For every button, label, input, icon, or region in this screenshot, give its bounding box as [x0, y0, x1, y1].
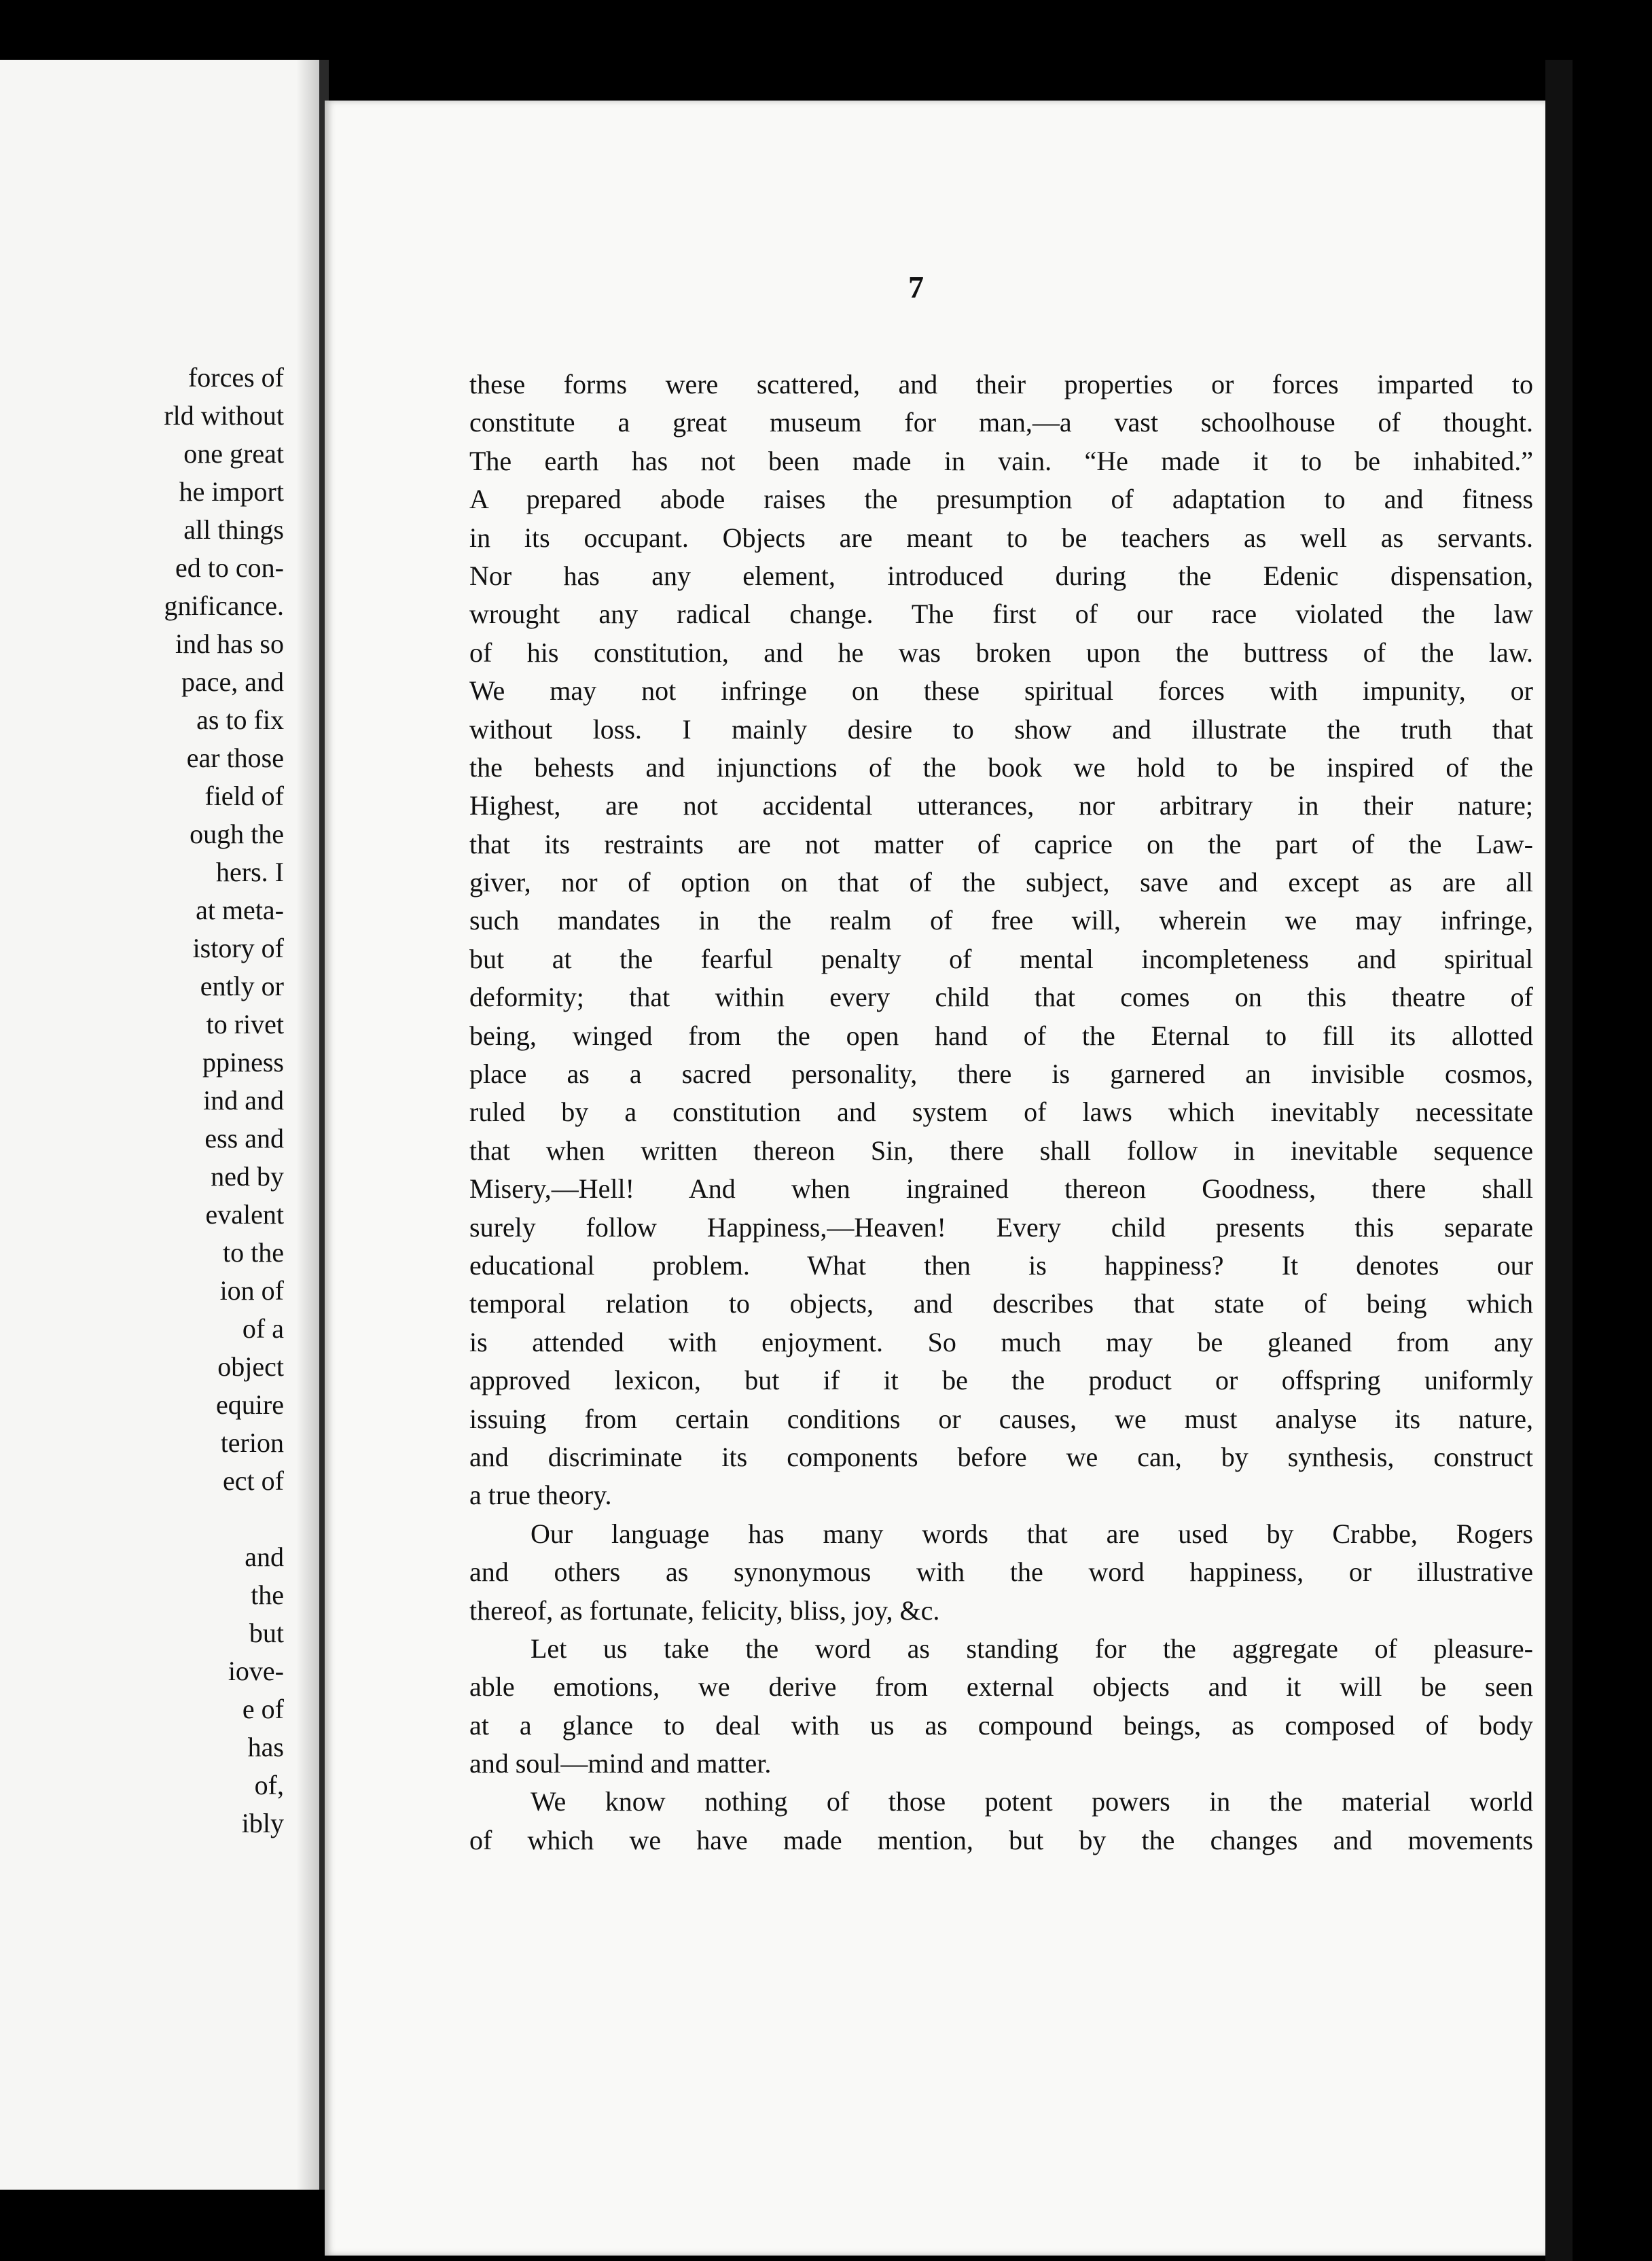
left-page-line: ibly: [241, 1808, 284, 1838]
text-line: A prepared abode raises the presumption of adaptation to and fitness: [469, 484, 1533, 515]
left-page-line: to the: [223, 1237, 284, 1268]
left-page-line: evalent: [205, 1199, 284, 1230]
left-page-line: the: [251, 1580, 284, 1610]
paragraph: [469, 1515, 1533, 1630]
left-page-line: he import: [179, 476, 284, 507]
left-page-line: as to fix: [196, 705, 284, 735]
left-page-line: forces of: [187, 362, 284, 393]
text-line: without loss. I mainly desire to show and illustrate the truth that: [469, 713, 1533, 745]
left-page-line: of,: [254, 1770, 284, 1800]
text-line: is attended with enjoyment. So much may be gleaned from any: [469, 1326, 1533, 1357]
right-page: [325, 101, 1545, 2256]
text-line: wrought any radical change. The first of our race violated the law: [469, 599, 1533, 630]
left-page-line: terion: [220, 1427, 284, 1458]
text-line: being, winged from the open hand of the Eternal to fill its allotted: [469, 1020, 1533, 1051]
page-number: 7: [908, 270, 924, 304]
text-line: of his constitution, and he was broken upon the buttress of the law.: [469, 637, 1533, 668]
left-page-line: one great: [183, 438, 284, 469]
text-line: these forms were scattered, and their properties or forces imparted to: [469, 369, 1533, 399]
text-line: temporal relation to objects, and describes that state of being which: [469, 1288, 1533, 1319]
left-page-line: ect of: [223, 1465, 284, 1496]
right-page-edge: [1545, 60, 1573, 2261]
left-page-line: rld without: [164, 400, 284, 431]
text-line: Highest, are not accidental utterances, nor arbitrary in their nature;: [469, 790, 1533, 821]
text-line: The earth has not been made in vain. “He made it to be inhabited.”: [469, 445, 1533, 476]
paragraph: [469, 1783, 1533, 1859]
left-page-line: ppiness: [202, 1047, 284, 1078]
text-line: We may not infringe on these spiritual forces with impunity, or: [469, 675, 1533, 707]
text-line: such mandates in the realm of free will, wherein we may infringe,: [469, 905, 1533, 936]
text-line: Misery,—Hell! And when ingrained thereon Goodness, there shall: [469, 1173, 1533, 1205]
left-page-line: ough the: [190, 819, 284, 849]
text-line: and discriminate its components before we can, by synthesis, construct: [469, 1441, 1533, 1472]
text-line: deformity; that within every child that comes on this theatre of: [469, 982, 1533, 1013]
left-page-line: to rivet: [206, 1009, 284, 1039]
text-line: of which we have made mention, but by the changes and movements: [469, 1824, 1533, 1855]
text-line: Nor has any element, introduced during the Edenic dispensation,: [469, 560, 1533, 591]
left-page-line: ind and: [203, 1085, 284, 1116]
left-page-line: and: [245, 1542, 284, 1572]
text-line: approved lexicon, but if it be the product or offspring uniformly: [469, 1365, 1533, 1396]
left-page-line: ed to con-: [175, 552, 284, 583]
text-line: Let us take the word as standing for the aggregate of pleasure-: [531, 1633, 1533, 1664]
text-line: but at the fearful penalty of mental incompleteness and spiritual: [469, 943, 1533, 974]
gutter-shadow: [296, 60, 319, 2190]
left-page-line: ion of: [219, 1275, 284, 1306]
left-page-line: but: [249, 1618, 284, 1648]
text-line: issuing from certain conditions or causes, we must analyse its nature,: [469, 1403, 1533, 1434]
left-page-line: gnificance.: [164, 590, 284, 621]
left-page-line: object: [217, 1351, 284, 1382]
text-line: We know nothing of those potent powers in the material world: [531, 1786, 1533, 1817]
text-line: giver, nor of option on that of the subject, save and except as are all: [469, 867, 1533, 898]
left-page: [0, 60, 329, 2190]
text-line: and others as synonymous with the word happiness, or illustrative: [469, 1556, 1533, 1588]
text-line: educational problem. What then is happiness? It denotes our: [469, 1249, 1533, 1281]
left-page-line: hers. I: [216, 857, 284, 887]
text-line: the behests and injunctions of the book we hold to be inspired of the: [469, 751, 1533, 783]
paragraph: [469, 366, 1533, 1515]
text-line: a true theory.: [469, 1480, 612, 1511]
text-line: that when written thereon Sin, there shall follow in inevitable sequence: [469, 1135, 1533, 1166]
left-page-line: has: [247, 1732, 284, 1762]
text-line: that its restraints are not matter of caprice on the part of the Law-: [469, 828, 1533, 859]
text-line: at a glance to deal with us as compound beings, as composed of body: [469, 1709, 1533, 1741]
text-line: ruled by a constitution and system of laws which inevitably necessitate: [469, 1097, 1533, 1128]
paragraph: [469, 1630, 1533, 1783]
left-page-line: field of: [204, 781, 284, 811]
left-page-line: equire: [216, 1389, 284, 1420]
left-page-line: all things: [183, 514, 284, 545]
text-line: able emotions, we derive from external objects and it will be seen: [469, 1671, 1533, 1703]
text-line: constitute a great museum for man,—a vast schoolhouse of thought.: [469, 407, 1533, 438]
left-page-line: ned by: [211, 1161, 284, 1192]
left-page-line: e of: [242, 1694, 284, 1724]
text-line: in its occupant. Objects are meant to be teachers as well as servants.: [469, 522, 1533, 553]
left-page-line: ently or: [200, 971, 284, 1001]
left-page-line: ear those: [186, 743, 284, 773]
text-line: surely follow Happiness,—Heaven! Every child presents this separate: [469, 1211, 1533, 1243]
left-page-line: iove-: [228, 1656, 284, 1686]
text-line: and soul—mind and matter.: [469, 1748, 772, 1779]
left-page-line: ind has so: [175, 628, 284, 659]
left-page-line: at meta-: [196, 895, 284, 925]
text-line: Our language has many words that are used by Crabbe, Rogers: [531, 1518, 1533, 1549]
left-page-line: pace, and: [181, 666, 284, 697]
text-line: thereof, as fortunate, felicity, bliss, joy, &c.: [469, 1595, 940, 1626]
left-page-line: istory of: [192, 933, 284, 963]
body-text: [469, 366, 1533, 1859]
left-page-line: of a: [242, 1313, 284, 1344]
left-page-line: ess and: [204, 1123, 284, 1154]
text-line: place as a sacred personality, there is garnered an invisible cosmos,: [469, 1058, 1533, 1090]
